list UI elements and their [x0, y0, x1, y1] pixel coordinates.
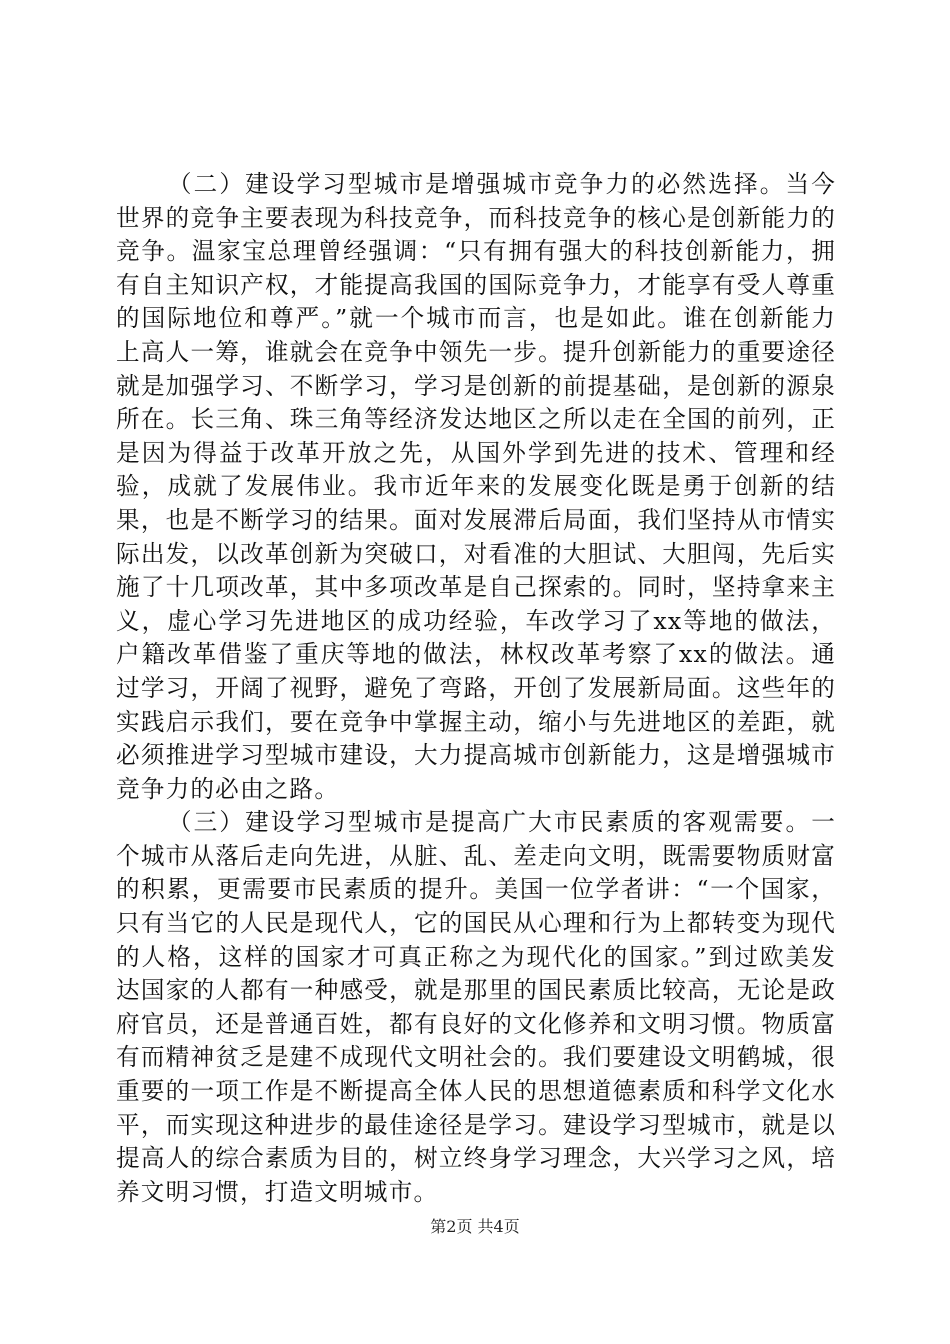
paragraph-3: （三）建设学习型城市是提高广大市民素质的客观需要。一个城市从落后走向先进，从脏、乱、差走向文明，既需要物质财富的积累，更需要市民素质的提升。美国一位学者讲：“一个国家，只有当它的人民是现代人，它的国民从心理和行为上都转变为现代的人格，这样的国家才可真正称之为现代化的国家。”到过欧美发达国家的人都有一种感受，就是那里的国民素质比较高，无论是政府官员，还是普通百姓，都有良好的文化修养和文明习惯。物质富有而精神贫乏是建不成现代文明社会的。我们要建设文明鹤城，很重要的一项工作是不断提高全体人民的思想道德素质和科学文化水平，而实现这种进步的最佳途径是学习。建设学习型城市，就是以提高人的综合素质为目的，树立终身学习理念，大兴学习之风，培养文明习惯，打造文明城市。 — [116, 808, 836, 1206]
document-body — [116, 168, 836, 1209]
paragraph-2: （二）建设学习型城市是增强城市竞争力的必然选择。当今世界的竞争主要表现为科技竞争，而科技竞争的核心是创新能力的竞争。温家宝总理曾经强调：“只有拥有强大的科技创新能力，拥有自主知识产权，才能提高我国的国际竞争力，才能享有受人尊重的国际地位和尊严。”就一个城市而言，也是如此。谁在创新能力上高人一筹，谁就会在竞争中领先一步。提升创新能力的重要途径就是加强学习、不断学习，学习是创新的前提基础，是创新的源泉所在。长三角、珠三角等经济发达地区之所以走在全国的前列，正是因为得益于改革开放之先，从国外学到先进的技术、管理和经验，成就了发展伟业。我市近年来的发展变化既是勇于创新的结果，也是不断学习的结果。面对发展滞后局面，我们坚持从市情实际出发，以改革创新为突破口，对看准的大胆试、大胆闯，先后实施了十几项改革，其中多项改革是自己探索的。同时，坚持拿来主义，虚心学习先进地区的成功经验，车改学习了xx等地的做法，户籍改革借鉴了重庆等地的做法，林权改革考察了xx的做法。通过学习，开阔了视野，避免了弯路，开创了发展新局面。这些年的实践启示我们，要在竞争中掌握主动，缩小与先进地区的差距，就必须推进学习型城市建设，大力提高城市创新能力，这是增强城市竞争力的必由之路。 — [116, 170, 836, 803]
page-number: 第2页 共4页 — [430, 1217, 520, 1236]
